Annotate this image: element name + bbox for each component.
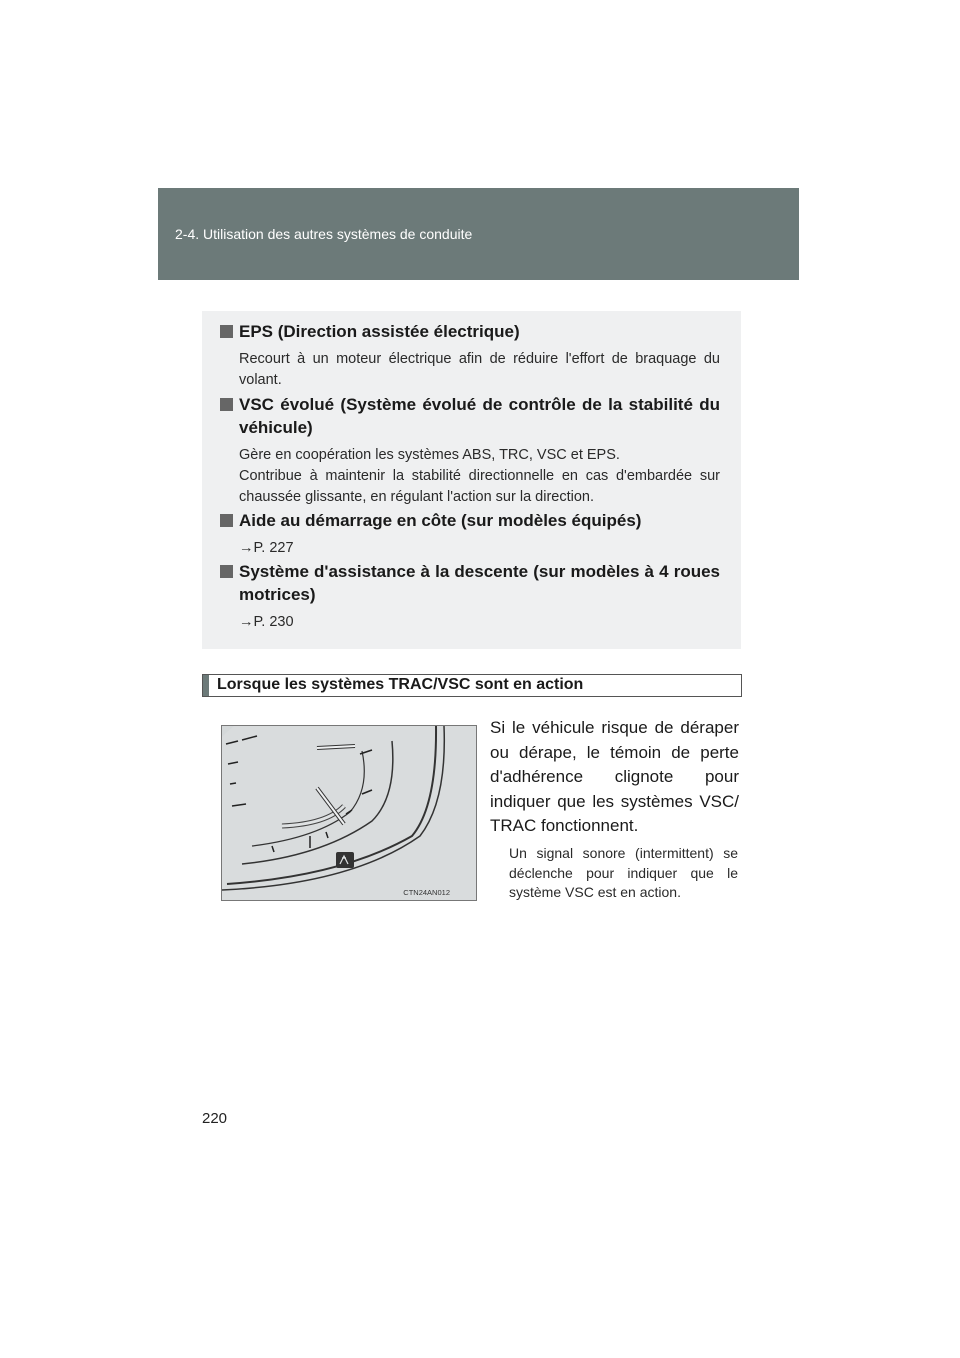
item-title: Aide au démarrage en côte (sur modèles équipés)	[239, 511, 642, 530]
page-reference: →P. 230	[239, 614, 294, 630]
item-descent	[220, 560, 720, 633]
bullet-square-icon	[220, 514, 233, 527]
section-heading: Lorsque les systèmes TRAC/VSC sont en action	[217, 676, 584, 693]
bullet-square-icon	[220, 565, 233, 578]
gauge-drawing	[222, 726, 476, 900]
item-vsc	[220, 393, 720, 508]
item-title: EPS (Direction assistée électrique)	[239, 322, 520, 341]
main-paragraph: Si le véhicule risque de déraper ou dérape, le témoin de perte d'adhérence clignote pour indiquer que les systèmes VSC/ TRAC fonctionnent.	[490, 718, 739, 835]
item-eps	[220, 320, 720, 391]
bullet-square-icon	[220, 325, 233, 338]
item-hill-start	[220, 509, 720, 559]
section-marker	[203, 675, 209, 696]
item-title: Système d'assistance à la descente (sur modèles à 4 roues motrices)	[239, 562, 720, 604]
item-body: Recourt à un moteur électrique afin de réduire l'effort de braquage du volant.	[239, 351, 720, 388]
item-body: Contribue à maintenir la stabilité directionnelle en cas d'embardée sur chaussée glissante, en régulant l'action sur la direction.	[239, 468, 720, 505]
section-heading-bar	[202, 674, 742, 697]
slip-indicator-icon	[336, 852, 354, 868]
page-reference: →P. 227	[239, 540, 294, 556]
item-title: VSC évolué (Système évolué de contrôle de la stabilité du véhicule)	[239, 395, 720, 437]
instrument-cluster-illustration	[221, 725, 477, 901]
page-number: 220	[202, 1110, 228, 1127]
figure-code: CTN24AN012	[403, 888, 450, 897]
bullet-square-icon	[220, 398, 233, 411]
breadcrumb: 2-4. Utilisation des autres systèmes de conduite	[175, 226, 473, 242]
note-paragraph: Un signal sonore (intermittent) se déclenche pour indiquer que le système VSC est en action.	[509, 845, 738, 900]
item-body: Gère en coopération les systèmes ABS, TRC, VSC et EPS.	[239, 447, 620, 463]
